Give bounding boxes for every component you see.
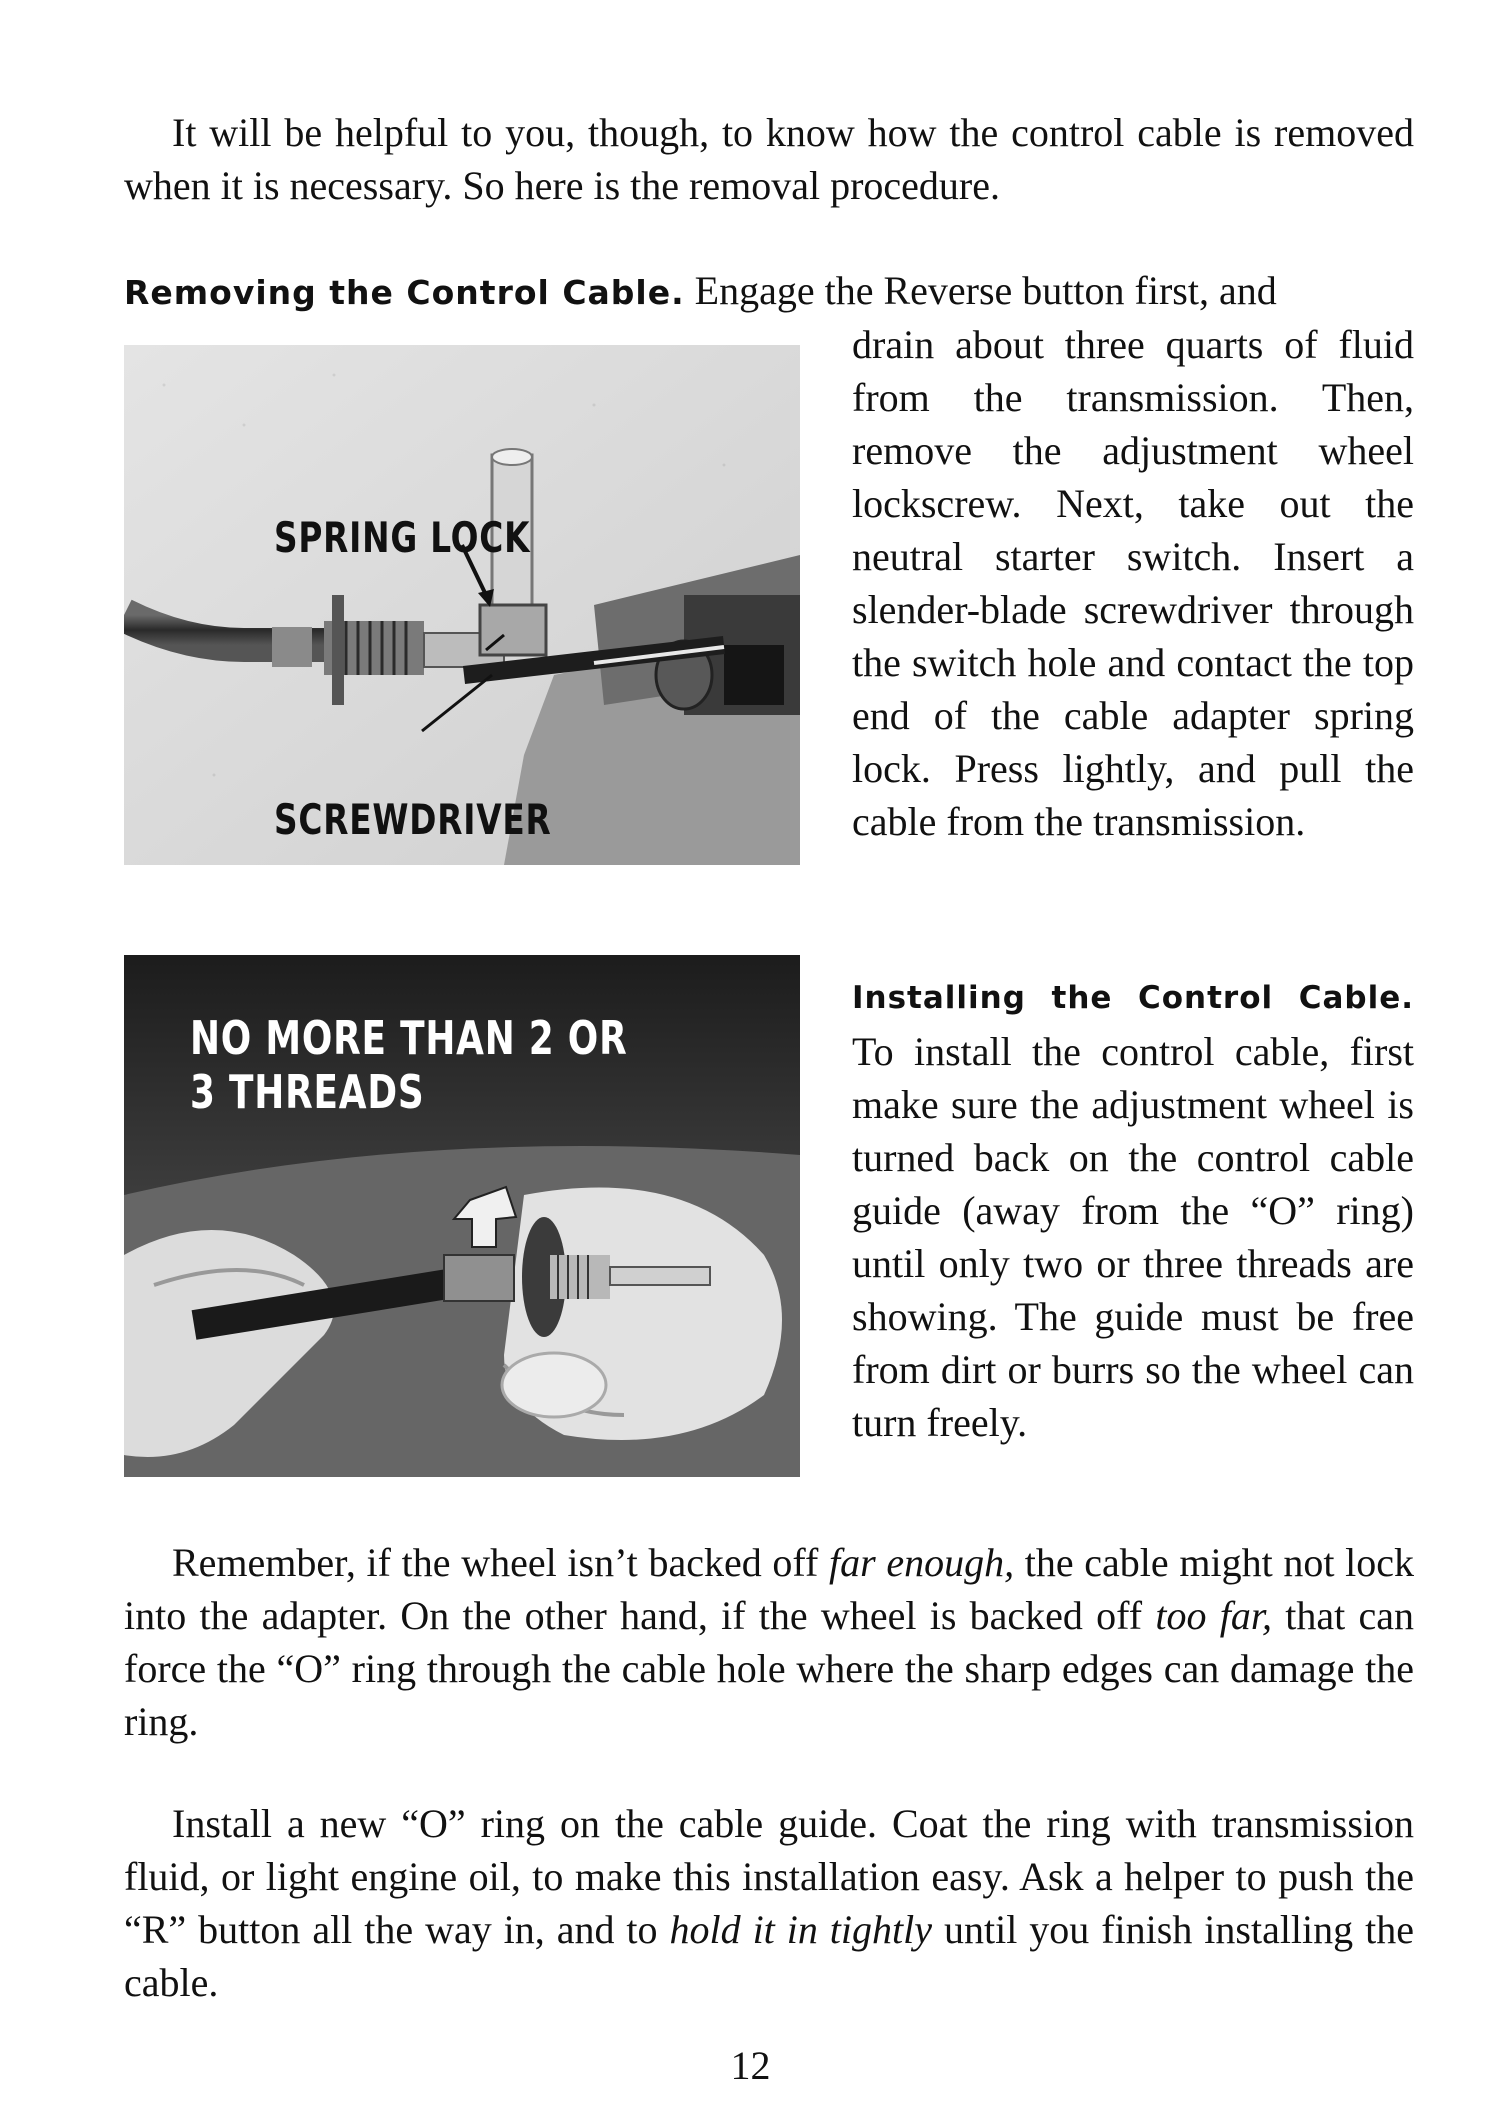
figure-spring-lock-photo xyxy=(124,345,800,865)
install-ring-emphasis: hold it in tightly xyxy=(669,1907,933,1952)
removing-heading: Removing the Control Cable. xyxy=(124,273,685,312)
removing-body: drain about three quarts of fluid from the transmission. Then, remove the adjustment wheel lockscrew. Next, take out the neutral starter switch. Insert a slender-blade screwdriver through the switch hole and contact the top end of the cable adapter spring lock. Press lightly, and pull the cable from the transmission. xyxy=(852,322,1414,844)
removing-paragraph-lead xyxy=(124,264,1414,319)
figure-threads-photo xyxy=(124,955,800,1477)
intro-paragraph: It will be helpful to you, though, to know how the control cable is removed when it is necessary. So here is the removal procedure. xyxy=(124,110,1414,208)
remember-emphasis-1: far enough, xyxy=(828,1540,1015,1585)
remember-text-1: Remember, if the wheel isn’t backed off xyxy=(172,1540,829,1585)
remember-paragraph xyxy=(124,1536,1414,1748)
label-spring-lock: SPRING LOCK xyxy=(274,513,531,562)
install-ring-text-1: Install a new “O” ring on the cable guide. Coat the ring with transmission fluid, or light engine oil, to make this installation easy. Ask a helper to push the “R” button all the way in, and to xyxy=(124,1801,1414,1952)
remember-text-3: that can force the “O” ring through the cable hole where the sharp edges can damage the ring. xyxy=(124,1593,1414,1744)
page-number: 12 xyxy=(730,2043,771,2088)
install-ring-text-2: until you finish installing the cable. xyxy=(124,1907,1414,2005)
remember-emphasis-2: too far, xyxy=(1155,1593,1272,1638)
installing-heading: Installing the Control Cable. xyxy=(852,980,1414,1016)
removing-lead: Engage the Reverse button first, and xyxy=(694,268,1277,313)
installing-body: To install the control cable, first make sure the adjustment wheel is turned back on the control cable guide (away from the “O” ring) until only two or three threads are showing. The guide must be free from dirt or burrs so the wheel can turn freely. xyxy=(852,1029,1414,1445)
remember-text-2: the cable might not lock into the adapter. On the other hand, if the wheel is backed off xyxy=(124,1540,1414,1638)
installing-paragraph xyxy=(852,968,1414,1449)
label-threads: NO MORE THAN 2 OR 3 THREADS xyxy=(190,1011,628,1119)
install-ring-paragraph xyxy=(124,1797,1414,2009)
label-screwdriver: SCREWDRIVER xyxy=(274,795,552,844)
